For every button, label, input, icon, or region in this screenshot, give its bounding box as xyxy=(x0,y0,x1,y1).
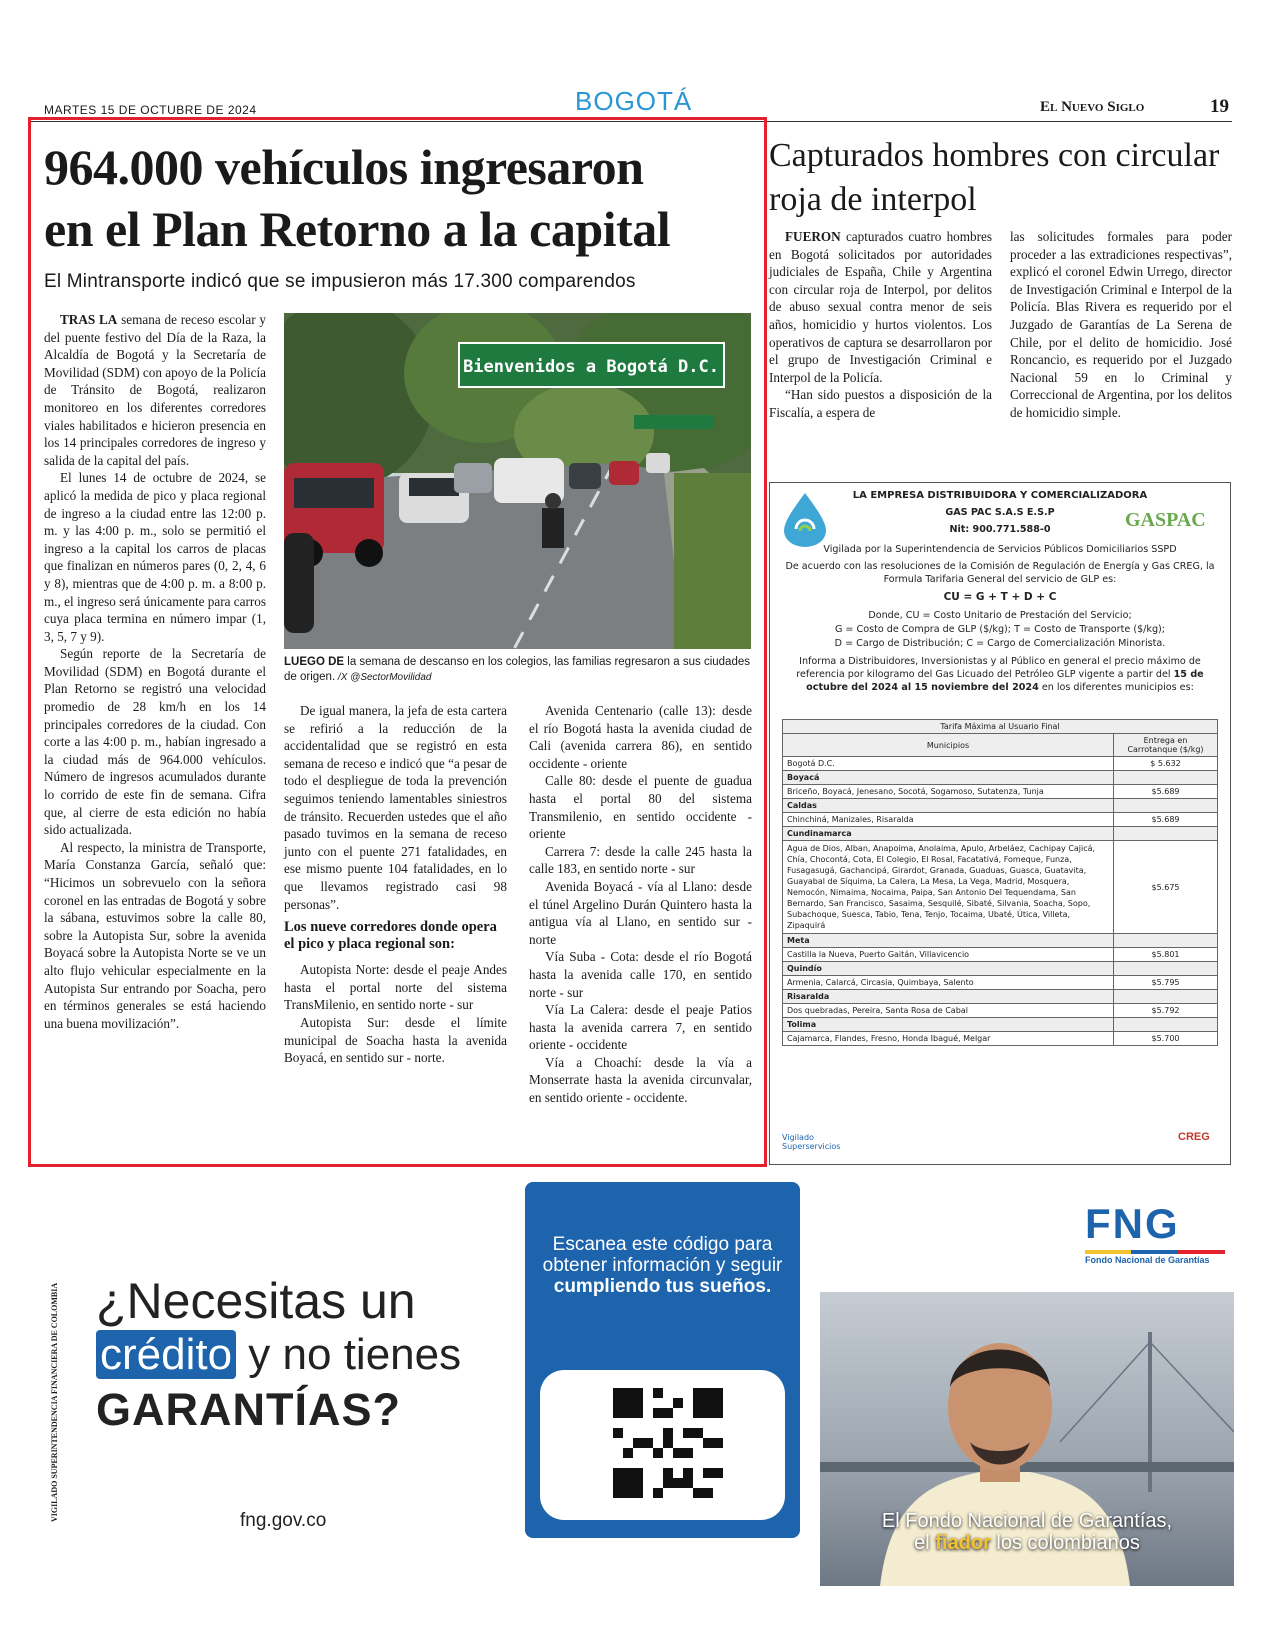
article-subtitle: El Mintransporte indicó que se impusieron más 17.300 comparendos xyxy=(44,271,636,292)
department-cell: Caldas xyxy=(783,799,1114,813)
paragraph xyxy=(44,311,266,469)
lead-in: TRAS LA xyxy=(60,312,118,327)
municipality-cell: Agua de Dios, Alban, Anapoima, Anolaima, Apulo, Arbeláez, Cachipay Cajicá, Chía, Chocontá, Cota, El Colegio, El Rosal, Facatativá, Fomeque, Funza, Fusagasugá, Gachancipá, Girardot, Granada, Guaduas, Guasca, Guatavita, Guayabal de Síquima, La Calera, La Mesa, La Vega, Madrid, Mosquera, Nemocón, Nimaima, Nocaima, Paipa, San Antonio Del Tequendama, San Bernardo, San Francisco, Sasaima, Sesquilé, Sibaté, Silvania, Soacha, Sopo, Subachoque, Suesca, Tabio, Tena, Tenjo, Tocaima, Ubaté, Útica, Villeta, Zipaquirá xyxy=(783,841,1114,934)
side-article-column-2 xyxy=(1010,228,1232,422)
notice-supervision: Vigilada por la Superintendencia de Servicios Públicos Domiciliarios SSPD xyxy=(823,544,1177,555)
lead-in: FUERON xyxy=(785,229,841,244)
slogan-highlight: fiador xyxy=(935,1532,991,1554)
ad-url[interactable]: fng.gov.co xyxy=(240,1510,327,1531)
fng-ad-text-block xyxy=(30,1180,500,1580)
department-cell: Tolima xyxy=(783,1018,1114,1032)
article-subheading: Los nueve corredores donde opera el pico y placa regional son: xyxy=(284,919,497,953)
department-cell: Quindío xyxy=(783,962,1114,976)
municipality-cell: Cajamarca, Flandes, Fresno, Honda Ibagué, Melgar xyxy=(783,1032,1114,1046)
tariff-table xyxy=(782,719,1218,1046)
municipality-cell: Chinchiná, Manizales, Risaralda xyxy=(783,813,1114,827)
scan-bold-text: cumpliendo tus sueños. xyxy=(553,1276,772,1297)
headline-line-2: en el Plan Retorno a la capital xyxy=(44,201,671,257)
side-article-column-1 xyxy=(769,228,992,422)
price-cell: $5.675 xyxy=(1114,841,1218,934)
caption-credit: /X @SectorMovilidad xyxy=(335,672,432,683)
notice-company-line: LA EMPRESA DISTRIBUIDORA Y COMERCIALIZADORA xyxy=(852,490,1148,501)
price-cell: $5.795 xyxy=(1114,976,1218,990)
formula-definition: Donde, CU = Costo Unitario de Prestación del Servicio; xyxy=(868,610,1132,621)
ad-photo xyxy=(820,1292,1234,1586)
department-cell: Boyacá xyxy=(783,771,1114,785)
column-header-price: Entrega en Carrotanque ($/kg) xyxy=(1114,734,1218,757)
paragraph: Avenida Centenario (calle 13): desde el río Bogotá hasta la avenida ciudad de Cali (avenida carrera 86), en sentido occidente - oriente xyxy=(529,703,752,771)
paragraph: El lunes 14 de octubre de 2024, se aplicó la medida de pico y placa regional de ingreso a la ciudad entre las 12:00 p. m. y las 4:00 p. m., solo se permitió el ingreso a la capital los carros de placas que finalizan en números pares (0, 2, 4, 6 y 8), mientras que de 4:00 p. m. a 8:00 p. m., el ingreso será únicamente para carros cuya placa termina en número impar (1, 3, 5, 7 y 9). xyxy=(44,470,266,644)
formula-definition: G = Costo de Compra de GLP ($/kg); T = Costo de Transporte ($/kg); xyxy=(834,624,1166,635)
side-article-headline: Capturados hombres con circular roja de interpol xyxy=(769,137,1220,218)
fng-logo-subtitle: Fondo Nacional de Garantías xyxy=(1085,1255,1210,1265)
formula-definition: D = Cargo de Distribución; C = Cargo de Comercialización Minorista. xyxy=(834,638,1166,649)
gaspac-tariff-notice xyxy=(769,482,1231,1165)
price-cell: $5.689 xyxy=(1114,785,1218,799)
paragraph: Carrera 7: desde la calle 245 hasta la calle 183, en sentido norte - sur xyxy=(529,843,752,877)
article-column-3 xyxy=(529,702,752,1107)
gaspac-drop-logo-icon xyxy=(780,491,830,547)
article-photo xyxy=(284,313,751,649)
article-column-2 xyxy=(284,702,507,1067)
notice-regulation: De acuerdo con las resoluciones de la Comisión de Regulación de Energía y Gas CREG, la Formula Tarifaria General del servicio de GLP es: xyxy=(785,561,1215,585)
municipality-cell: Dos quebradas, Pereira, Santa Rosa de Cabal xyxy=(783,1004,1114,1018)
fng-logo-stripe xyxy=(1085,1250,1225,1254)
municipality-cell: Castilla la Nueva, Puerto Gaitán, Villavicencio xyxy=(783,948,1114,962)
highway-photo-illustration xyxy=(284,313,751,649)
fng-photo-ad xyxy=(820,1182,1234,1586)
vigilado-superservicios-logo: Vigilado Superservicios xyxy=(782,1133,841,1151)
department-cell: Cundinamarca xyxy=(783,827,1114,841)
paragraph: las solicitudes formales para poder proceder a las extradiciones respectivas”, explicó el coronel Edwin Urrego, director de Investigación Criminal e Interpol de la Policía. Blas Rivera es requerido por el Juzgado de Garantías de La Serena de Chile, por el delito de homicidio. José Roncancio, es requerido por el Juzgado Nacional 59 en lo Criminal y Correccional de Argentina, por los delitos de homicidio simple. xyxy=(1010,229,1232,420)
page-date: MARTES 15 DE OCTUBRE DE 2024 xyxy=(44,103,257,117)
gaspac-brand-logo: GASPAC xyxy=(1125,509,1206,531)
scan-text: Escanea este código para obtener información y seguir xyxy=(542,1234,783,1276)
ad-question-line2 xyxy=(96,1330,461,1380)
tariff-table-title: Tarifa Máxima al Usuario Final xyxy=(783,720,1218,734)
price-cell: $5.801 xyxy=(1114,948,1218,962)
price-cell: $5.700 xyxy=(1114,1032,1218,1046)
creg-logo: CREG xyxy=(1178,1131,1210,1143)
department-cell: Meta xyxy=(783,934,1114,948)
section-title: BOGOTÁ xyxy=(575,86,693,116)
municipality-cell: Briceño, Boyacá, Jenesano, Socotá, Sogamoso, Sutatenza, Tunja xyxy=(783,785,1114,799)
ad-question-line3: GARANTÍAS? xyxy=(96,1384,401,1435)
vigilado-text: VIGILADO SUPERINTENDENCIA FINANCIERA DE COLOMBIA xyxy=(50,1282,59,1522)
department-cell: Risaralda xyxy=(783,990,1114,1004)
paragraph: Vía a Choachí: desde la vía a Monserrate hasta la avenida circunvalar, en sentido oriente - occidente. xyxy=(529,1054,752,1106)
notice-info xyxy=(784,655,1216,694)
info-text: en los diferentes municipios es: xyxy=(1038,682,1194,693)
paragraph: De igual manera, la jefa de esta cartera se refirió a la reducción de la accidentalidad que se registró en esta semana de receso e indicó que “a pesar de todo el despliegue de toda la prevención seguimos teniendo lamentables siniestros de tránsito. Recuerden ustedes que el año pasado tuvimos en la semana de receso junto con el puente 271 fatalidades, en ese mismo puente 104 fatalidades, en lo que llevamos registrado casi 98 personas”. xyxy=(284,703,507,912)
paragraph-text: semana de receso escolar y del puente festivo del Día de la Raza, la Alcaldía de Bogotá y la Secretaría de Movilidad (SDM) con apoyo de la Policía de Tránsito de Bogotá, realizaron monitoreo en los diferentes corredores viales habilitados e hicieron presencia en los 14 principales corredores de ingreso y salida de la capital del país. xyxy=(44,312,266,468)
paragraph-text: capturados cuatro hombres en Bogotá solicitados por autoridades judiciales de España, Chile y Argentina con circular roja de Interpol, por delitos de abuso sexual contra menor de seis años, homicidio y hurtos violentos. Los operativos de captura se desarrollaron por el grupo de Investigación Criminal e Interpol de la Policía. xyxy=(769,229,992,385)
article-column-1 xyxy=(44,311,266,1032)
municipality-cell: Bogotá D.C. xyxy=(783,757,1114,771)
caption-text: la semana de descanso en los colegios, las familias regresaron a sus ciudades de origen. xyxy=(284,656,750,683)
fng-slogan xyxy=(820,1510,1234,1554)
qr-ad-panel xyxy=(525,1182,800,1538)
paragraph: Calle 80: desde el puente de guadua hasta el portal 80 del sistema Transmilenio, en sentido occidente - oriente xyxy=(529,773,752,842)
paragraph: Al respecto, la ministra de Transporte, María Constanza García, señaló que: “Hicimos un sobrevuelo con la señora coronel en las entradas de Bogotá y sobre la sábana, estuvimos sobre la calle 80, sobre la Autopista Sur, sobre la avenida Boyacá sobre la Autopista Norte se ve un alto flujo vehicular especialmente en la Autopista Sur entrando por Soacha, pero en términos generales se está haciendo una buena movilización”. xyxy=(44,839,266,1031)
paragraph: Vía Suba - Cota: desde el río Bogotá hasta la avenida calle 170, en sentido norte - sur xyxy=(529,949,752,1000)
ad-question-line1: ¿Necesitas un xyxy=(96,1273,416,1329)
paragraph: Según reporte de la Secretaría de Movilidad (SDM) en Bogotá durante el Plan Retorno se registró una velocidad promedio de 28 km/h en los 14 principales corredores de la ciudad. Con corte a las 4:00 p. m., habían ingresado a la ciudad más de 964.000 vehículos. Número de ingresos acumulados durante lo corrido de este fin de semana. Cifra que, al cierre de esta edición no había sido actualizada. xyxy=(44,646,266,838)
paragraph: Autopista Sur: desde el límite municipal de Soacha hasta la avenida Boyacá, en sentido sur - norte. xyxy=(284,1014,507,1066)
paragraph: Vía La Calera: desde el peaje Patios hasta la avenida carrera 7, en sentido oriente - occidente xyxy=(529,1002,752,1053)
article-headline xyxy=(44,136,764,260)
headline-line-1: 964.000 vehículos ingresaron xyxy=(44,139,644,195)
price-cell: $ 5.632 xyxy=(1114,757,1218,771)
price-cell: $5.689 xyxy=(1114,813,1218,827)
column-header-municipios: Municipios xyxy=(783,734,1114,757)
notice-company-name: GAS PAC S.A.S E.S.P xyxy=(945,507,1055,518)
paragraph: Autopista Norte: desde el peaje Andes hasta el portal norte del sistema TransMilenio, en sentido norte - sur xyxy=(284,962,507,1013)
slogan-text: el xyxy=(914,1532,936,1554)
highlight-credito: crédito xyxy=(96,1330,236,1379)
road-sign-text: Bienvenidos a Bogotá D.C. xyxy=(463,357,719,377)
slogan-line: El Fondo Nacional de Garantías, xyxy=(881,1510,1173,1532)
caption-lead: LUEGO DE xyxy=(284,656,345,668)
page-number: 19 xyxy=(1210,96,1229,117)
scan-instruction xyxy=(540,1234,785,1297)
tariff-formula: CU = G + T + D + C xyxy=(943,591,1057,603)
slogan-text: los colombianos xyxy=(990,1532,1140,1554)
paragraph: “Han sido puestos a disposición de la Fiscalía, a espera de xyxy=(769,387,992,420)
ad-text: y no tienes xyxy=(236,1330,462,1379)
notice-nit: Nit: 900.771.588-0 xyxy=(949,524,1051,535)
newspaper-name: El Nuevo Siglo xyxy=(1040,99,1145,115)
price-cell: $5.792 xyxy=(1114,1004,1218,1018)
fng-logo: FNG xyxy=(1085,1200,1180,1247)
paragraph xyxy=(769,228,992,386)
qr-code-icon[interactable] xyxy=(613,1388,723,1498)
paragraph: Avenida Boyacá - vía al Llano: desde el túnel Argelino Durán Quintero hasta la antigua vía al Llano, en sentido sur - norte xyxy=(529,878,752,947)
info-text: Informa a Distribuidores, Inversionistas y al Público en general el precio máximo de referencia por kilogramo del Gas Licuado del Petróleo GLP vigente a partir del xyxy=(796,656,1201,680)
vigilado-vertical-label xyxy=(46,1282,72,1524)
municipality-cell: Armenia, Calarcá, Circasia, Quimbaya, Salento xyxy=(783,976,1114,990)
photo-caption xyxy=(284,655,754,685)
info-validity: 15 de octubre del 2024 al 15 noviembre del 2024 xyxy=(806,669,1204,693)
